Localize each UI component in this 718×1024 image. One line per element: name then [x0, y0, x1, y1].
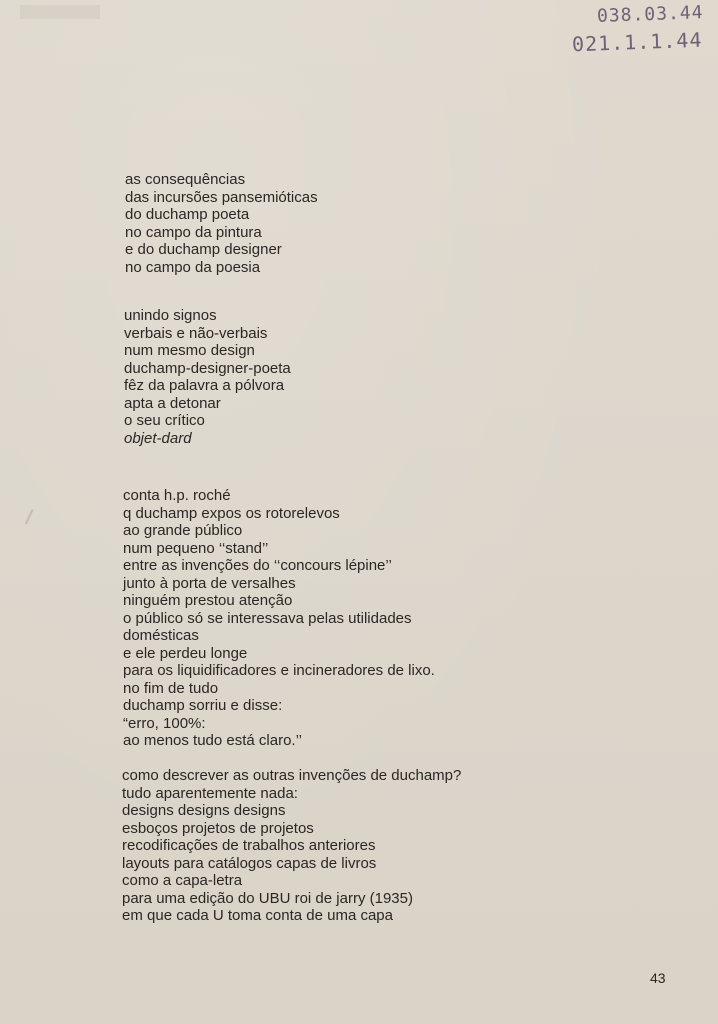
poem-line: como descrever as outras invenções de duchamp? [122, 767, 462, 784]
poem-line: q duchamp expos os rotorelevos [123, 504, 340, 522]
poem-line: ninguém prestou atenção [123, 592, 293, 609]
poem-line: do duchamp poeta [125, 206, 250, 223]
poem-line: recodificações de trabalhos anteriores [122, 837, 376, 854]
poem-line: duchamp-designer-poeta [124, 359, 291, 377]
poem-line: num pequeno ‘‘stand’’ [123, 539, 269, 557]
paper-speck [25, 509, 39, 527]
stanza-1 [125, 171, 318, 276]
poem-line: junto à porta de versalhes [123, 574, 296, 592]
poem-line: das incursões pansemióticas [125, 188, 318, 206]
archive-code-2: 021.1.1.44 [571, 27, 703, 57]
faded-stamp-mark [20, 5, 100, 19]
stanza-3 [123, 487, 435, 750]
poem-line: fêz da palavra a pólvora [124, 377, 285, 394]
poem-line: o público só se interessava pelas utilidades [123, 609, 412, 627]
poem-line: e do duchamp designer [125, 241, 282, 258]
poem-line: entre as invenções do ‘‘concours lépine’’ [123, 557, 392, 574]
poem-line: domésticas [123, 627, 199, 644]
poem-line: para uma edição do UBU roi de jarry (1935) [122, 889, 413, 907]
poem-line: verbais e não-verbais [124, 324, 268, 342]
archive-code-1: 038.03.44 [597, 2, 705, 27]
poem-line: como a capa-letra [122, 872, 243, 889]
poem-line: no campo da pintura [125, 223, 262, 241]
poem-line: designs designs designs [122, 802, 286, 819]
poem-line: ao menos tudo está claro.’’ [123, 732, 302, 749]
poem-line: “erro, 100%: [123, 714, 206, 732]
poem-line: objet-dard [124, 429, 192, 447]
poem-line: apta a detonar [124, 394, 221, 412]
page-number: 43 [650, 970, 666, 986]
poem-line: tudo aparentemente nada: [122, 784, 298, 802]
poem-line: num mesmo design [124, 342, 255, 359]
poem-line: esboços projetos de projetos [122, 819, 314, 837]
poem-line: as consequências [125, 171, 246, 188]
poem-line: no campo da poesia [125, 258, 261, 276]
poem-line: no fim de tudo [123, 679, 219, 697]
poem-line: ao grande público [123, 522, 243, 539]
poem-line: layouts para catálogos capas de livros [122, 854, 377, 872]
stanza-2 [124, 307, 291, 447]
poem-line: unindo signos [124, 307, 217, 324]
poem-line: para os liquidificadores e incineradores de lixo. [123, 662, 435, 679]
poem-line: e ele perdeu longe [123, 644, 248, 662]
poem-line: o seu crítico [124, 412, 205, 429]
poem-line: duchamp sorriu e disse: [123, 697, 283, 714]
poem-line: conta h.p. roché [123, 487, 231, 504]
stanza-4 [122, 767, 461, 925]
poem-line: em que cada U toma conta de uma capa [122, 907, 393, 924]
